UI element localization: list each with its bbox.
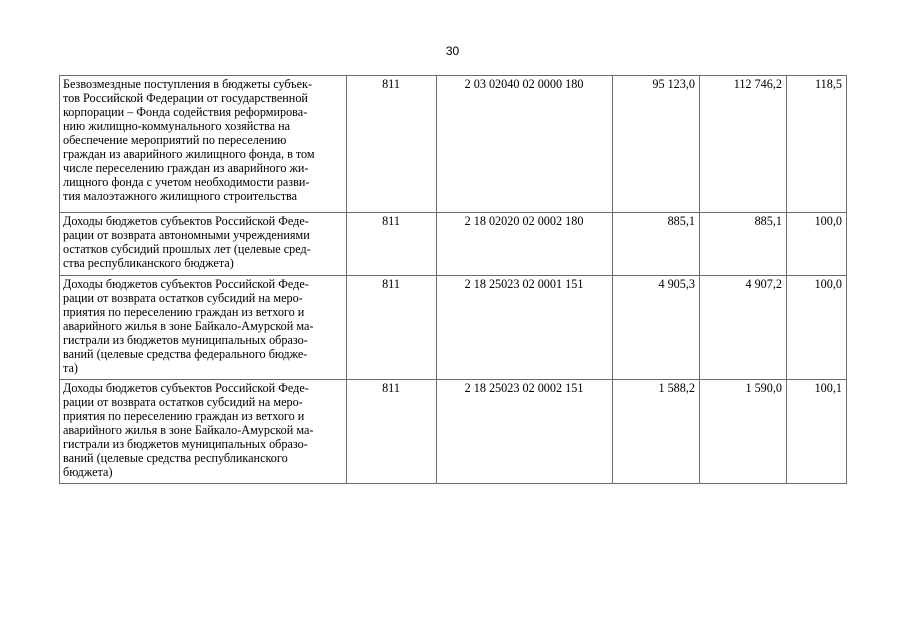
percent-cell: 118,5 — [787, 76, 847, 213]
budget-code-cell: 2 18 25023 02 0002 151 — [437, 380, 613, 484]
budget-code-cell: 2 18 02020 02 0002 180 — [437, 213, 613, 276]
actual-amount-cell: 4 907,2 — [700, 276, 787, 380]
budget-table — [59, 75, 847, 484]
revenue-name-cell: Доходы бюджетов субъектов Российской Феде- рации от возврата остатков субсидий на меро- приятия по переселению граждан из ветхого и аварийного жилья в зоне Байкало-Амурской ма- гистрали из бюджетов муниципальных образо- ваний (целевые средства республиканского бюджета) — [60, 380, 347, 484]
actual-amount-cell: 1 590,0 — [700, 380, 787, 484]
plan-amount-cell: 885,1 — [613, 213, 700, 276]
actual-amount-cell: 112 746,2 — [700, 76, 787, 213]
table-row — [60, 380, 847, 484]
table-row — [60, 76, 847, 213]
table-row — [60, 213, 847, 276]
admin-code-cell: 811 — [347, 213, 437, 276]
budget-code-cell: 2 03 02040 02 0000 180 — [437, 76, 613, 213]
actual-amount-cell: 885,1 — [700, 213, 787, 276]
revenue-name-cell: Безвозмездные поступления в бюджеты субъек- тов Российской Федерации от государственной корпорации – Фонда содействия реформирова- нию жилищно-коммунального хозяйства на обеспечение мероприятий по переселению граждан из аварийного жилищного фонда, в том числе переселению граждан из аварийного жи- лищного фонда с учетом необходимости разви- тия малоэтажного жилищного строительства — [60, 76, 347, 213]
percent-cell: 100,1 — [787, 380, 847, 484]
revenue-name-cell: Доходы бюджетов субъектов Российской Феде- рации от возврата остатков субсидий на меро- приятия по переселению граждан из ветхого и аварийного жилья в зоне Байкало-Амурской ма- гистрали из бюджетов муниципальных образо- ваний (целевые средства федерального бюдже- та) — [60, 276, 347, 380]
admin-code-cell: 811 — [347, 276, 437, 380]
table-row — [60, 276, 847, 380]
admin-code-cell: 811 — [347, 380, 437, 484]
budget-code-cell: 2 18 25023 02 0001 151 — [437, 276, 613, 380]
revenue-name-cell: Доходы бюджетов субъектов Российской Феде- рации от возврата автономными учреждениями остатков субсидий прошлых лет (целевые сред- ства республиканского бюджета) — [60, 213, 347, 276]
admin-code-cell: 811 — [347, 76, 437, 213]
page-number: 30 — [445, 44, 460, 58]
plan-amount-cell: 1 588,2 — [613, 380, 700, 484]
plan-amount-cell: 4 905,3 — [613, 276, 700, 380]
percent-cell: 100,0 — [787, 213, 847, 276]
plan-amount-cell: 95 123,0 — [613, 76, 700, 213]
percent-cell: 100,0 — [787, 276, 847, 380]
